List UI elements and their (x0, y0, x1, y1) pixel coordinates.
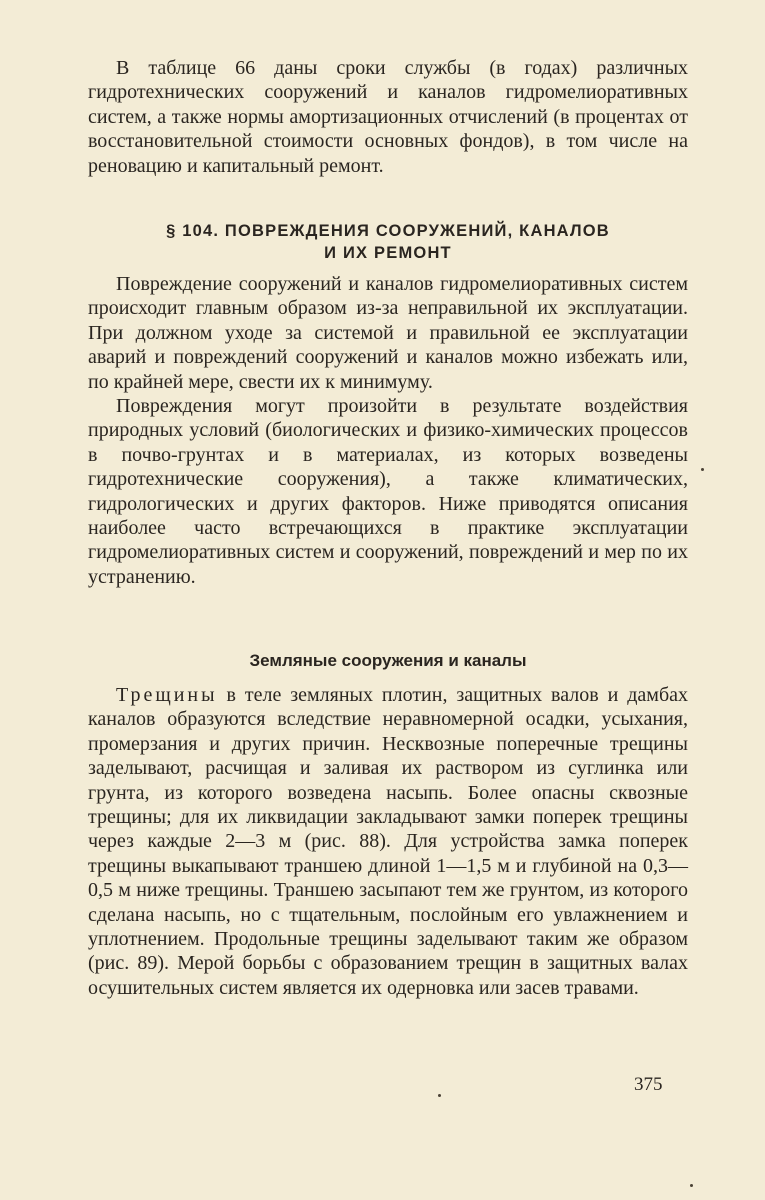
section-heading-line1: § 104. ПОВРЕЖДЕНИЯ СООРУЖЕНИЙ, КАНАЛОВ (166, 222, 610, 240)
subsection-paragraph (88, 683, 688, 1000)
speck-mark (690, 1184, 693, 1187)
lead-term: Трещины (116, 684, 218, 706)
intro-paragraph: В таблице 66 даны сроки службы (в годах) различных гидротехнических сооружений и каналов гидромелиоративных систем, а также нормы амортизационных отчислений (в процентах от восстановительной стоимости основных фондов), в том числе на реновацию и капитальный ремонт. (88, 57, 688, 177)
subsection-heading: Земляные сооружения и каналы (249, 651, 527, 670)
section-heading (88, 220, 688, 264)
page-number: 375 (634, 1074, 663, 1095)
section-paragraph-2: Повреждения могут произойти в результате воздействия природных условий (биологических и физико-химических процессов в почво-грунтах и в материалах, из которых возведены гидротехнические сооружения), а также климатических, гидрологических и других факторов. Ниже приводятся описания наиболее часто встречающихся в практике эксплуатации гидромелиоративных систем и сооружений, повреждений и мер по их устранению. (88, 395, 688, 588)
section-heading-line2: И ИХ РЕМОНТ (324, 244, 452, 262)
section-body (88, 272, 688, 589)
subsection-paragraph-text: в теле земляных плотин, защитных валов и дамбах каналов образуются вследствие неравномерной осадки, усыхания, промерзания и других причин. Несквозные поперечные трещины заделывают, расчищая и заливая их раствором из суглинка или грунта, из которого возведена насыпь. Более опасны сквозные трещины; для их ликвидации закладывают замки поперек трещины через каждые 2—3 м (рис. 88). Для устройства замка поперек трещины выкапывают траншею длиной 1—1,5 м и глубиной на 0,3—0,5 м ниже трещины. Траншею засыпают тем же грунтом, из которого сделана насыпь, но с тщательным, послойным его увлажнением и уплотнением. Продольные трещины заделывают таким же образом (рис. 89). Мерой борьбы с образованием трещин в защитных валах осушительных систем является их одерновка или засев травами. (88, 684, 688, 999)
section-paragraph-1: Повреждение сооружений и каналов гидромелиоративных систем происходит главным образом из-за неправильной их эксплуатации. При должном уходе за системой и правильной ее эксплуатации аварий и повреждений сооружений и каналов можно избежать или, по крайней мере, свести их к минимуму. (88, 273, 688, 393)
speck-mark (701, 468, 704, 471)
speck-mark (438, 1094, 441, 1097)
